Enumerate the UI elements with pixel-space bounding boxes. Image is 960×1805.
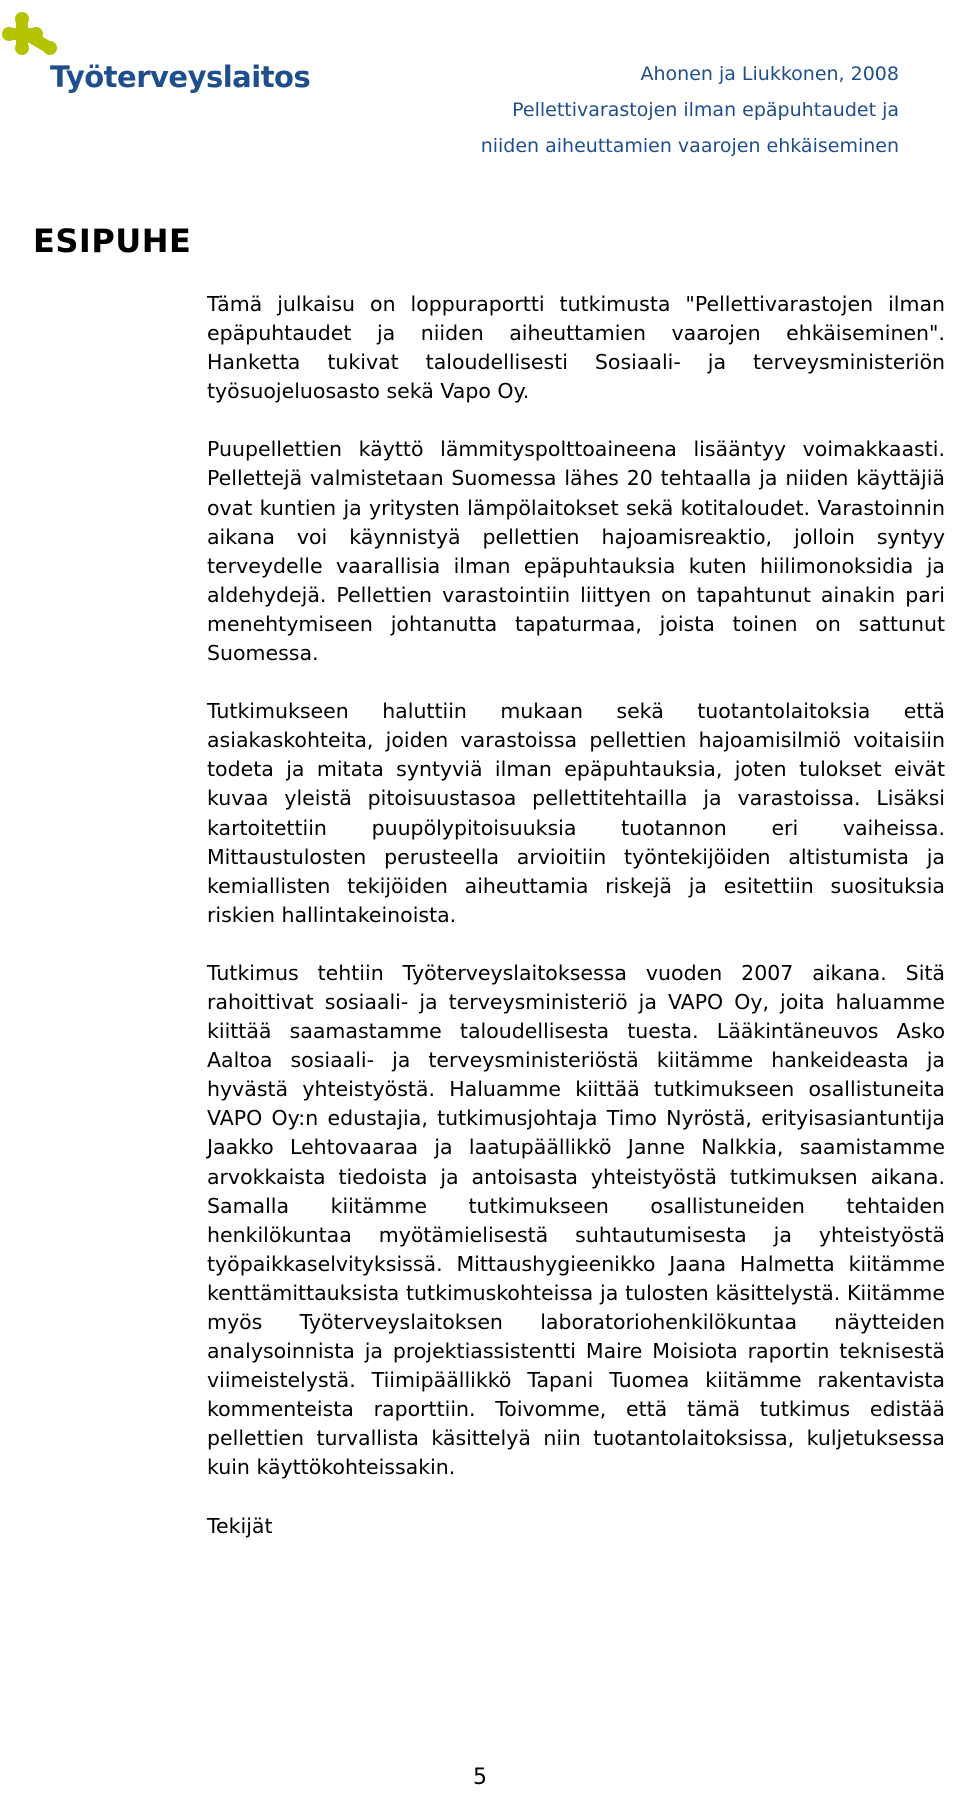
paragraph-3: Tutkimukseen haluttiin mukaan sekä tuotantolaitoksia että asiakaskohteita, joiden varastoissa pellettien hajoamisilmiö voitaisiin todeta ja mitata syntyviä ilman epäpuhtauksia, joten tulokset eivät kuvaa yleistä pitoisuustasoa pellettitehtailla ja varastoissa. Lisäksi kartoitettiin puupölypitoisuuksia tuotannon eri vaiheissa. Mittaustulosten perusteella arvioitiin työntekijöiden altistumista ja kemiallisten tekijöiden aiheuttamia riskejä ja esitettiin suosituksia riskien hallintakeinoista.: [207, 699, 945, 927]
header-title-line-1: Pellettivarastojen ilman epäpuhtaudet ja: [512, 99, 899, 121]
paragraph-2: Puupellettien käyttö lämmityspolttoaineena lisääntyy voimakkaasti. Pellettejä valmistetaan Suomessa lähes 20 tehtaalla ja niiden käyttäjiä ovat kuntien ja yritysten lämpölaitokset sekä kotitaloudet. Varastoinnin aikana voi käynnistyä pellettien hajoamisreaktio, jolloin syntyy terveydelle vaarallisia ilman epäpuhtauksia kuten hiilimonoksidia ja aldehydejä. Pellettien varastointiin liittyen on tapahtunut ainakin pari menehtymiseen johtanutta tapaturmaa, joista toinen on sattunut Suomessa.: [207, 437, 945, 666]
logo-text: Työterveyslaitos: [50, 60, 311, 94]
page-title: ESIPUHE: [33, 222, 192, 260]
logo: [0, 10, 311, 100]
signature: Tekijät: [207, 1513, 273, 1538]
header-authors: Ahonen ja Liukkonen, 2008: [640, 63, 899, 85]
paragraph-1: Tämä julkaisu on loppuraportti tutkimusta "Pellettivarastojen ilman epäpuhtaudet ja niiden aiheuttamien vaarojen ehkäiseminen". Hanketta tukivat taloudellisesti Sosiaali- ja terveysministeriön työsuojeluosasto sekä Vapo Oy.: [207, 292, 945, 404]
body-text: [207, 290, 945, 1570]
document-header: [481, 56, 899, 164]
page-number: 5: [473, 1765, 487, 1790]
header-title-line-2: niiden aiheuttamien vaarojen ehkäiseminen: [480, 135, 899, 157]
paragraph-4: Tutkimus tehtiin Työterveyslaitoksessa vuoden 2007 aikana. Sitä rahoittivat sosiaali- ja terveysministeriö ja VAPO Oy, joita haluamme kiittää saamastamme taloudellisesta tuesta. Lääkintäneuvos Asko Aaltoa sosiaali- ja terveysministeriöstä kiitämme hankeideasta ja hyvästä yhteistyöstä. Haluamme kiittää tutkimukseen osallistuneita VAPO Oy:n edustajia, tutkimusjohtaja Timo Nyröstä, erityisasiantuntija Jaakko Lehtovaaraa ja laatupäällikkö Janne Nalkkia, saamistamme arvokkaista tiedoista ja antoisasta yhteistyöstä tutkimuksen aikana. Samalla kiitämme tutkimukseen osallistuneiden tehtaiden henkilökuntaa myötämielisestä suhtautumisesta ja yhteistyöstä työpaikkaselvityksissä. Mittaushygieenikko Jaana Halmetta kiitämme kenttämittauksista tutkimuskohteissa ja tulosten käsittelystä. Kiitämme myös Työterveyslaitoksen laboratoriohenkilökuntaa näytteiden analysoinnista ja projektiassistentti Maire Moisiota raportin teknisestä viimeistelystä. Tiimipäällikkö Tapani Tuomea kiitämme rakentavista kommenteista raporttiin. Toivomme, että tämä tutkimus edistää pellettien turvallista käsittelyä niin tuotantolaitoksissa, kuljetuksessa kuin käyttökohteissakin.: [207, 960, 945, 1480]
